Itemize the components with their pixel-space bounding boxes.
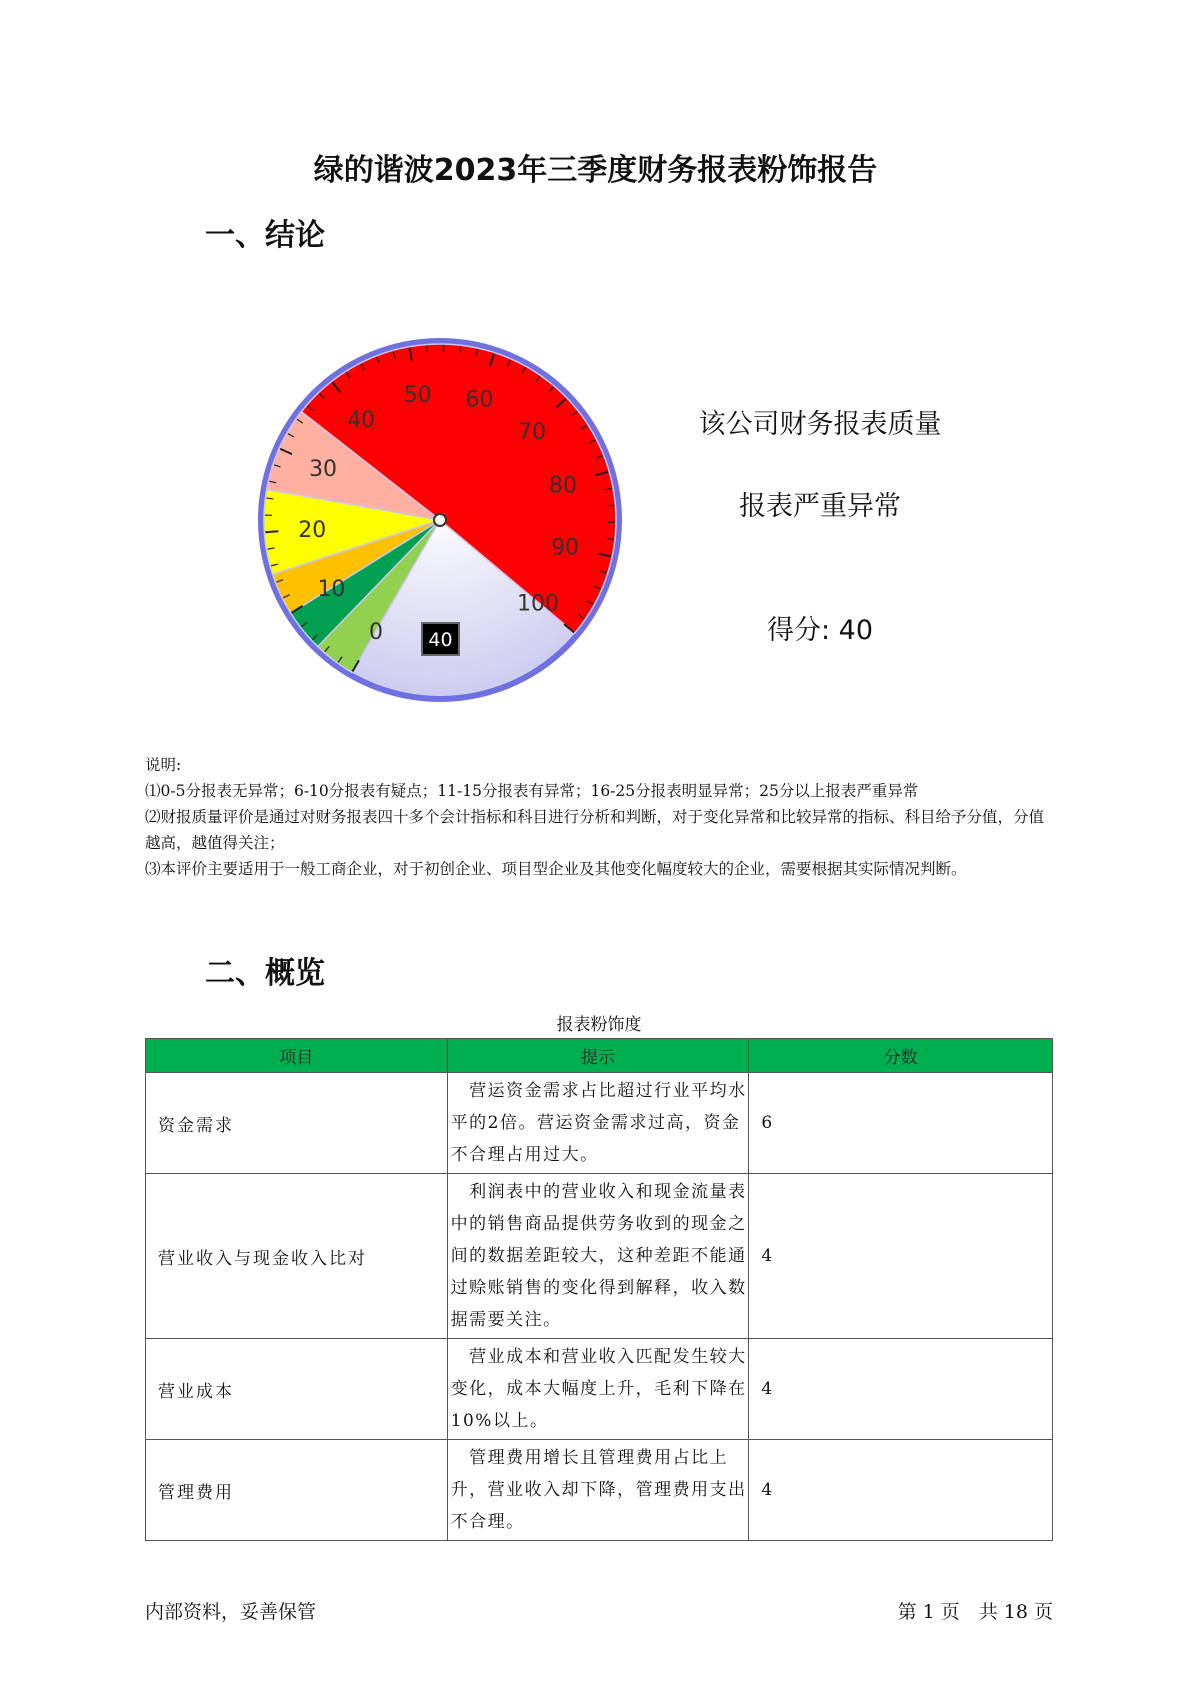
- row-hint: 管理费用增长且管理费用占比上升，营业收入却下降，管理费用支出不合理。: [447, 1440, 749, 1541]
- gauge-tick: [265, 531, 278, 532]
- gauge-tick-label: 90: [551, 535, 580, 561]
- note-1: ⑴0-5分报表无异常；6-10分报表有疑点；11-15分报表有异常；16-25分报表明显异常；25分以上报表严重异常: [145, 782, 919, 800]
- note-3: ⑶本评价主要适用于一般工商企业，对于初创企业、项目型企业及其他变化幅度较大的企业，需要根据其实际情况判断。: [145, 860, 967, 878]
- gauge-tick-label: 10: [317, 576, 346, 602]
- row-item: 营业收入与现金收入比对: [146, 1174, 448, 1339]
- quality-score: 得分: 40: [766, 615, 874, 646]
- table-header-row: [146, 1039, 1053, 1073]
- row-item: 管理费用: [146, 1440, 448, 1541]
- whitewash-table: [145, 1038, 1053, 1541]
- gauge-tick-label: 20: [298, 517, 327, 543]
- header-score: 分数: [749, 1039, 1053, 1073]
- gauge-tick-label: 100: [517, 591, 560, 617]
- gauge-tick-label: 60: [465, 387, 494, 413]
- table-row: [146, 1440, 1053, 1541]
- table-row: [146, 1073, 1053, 1174]
- gauge-tick-label: 50: [403, 382, 432, 408]
- row-hint: 营业成本和营业收入匹配发生较大变化，成本大幅度上升，毛利下降在10%以上。: [447, 1339, 749, 1440]
- gauge-hub: [434, 514, 446, 526]
- row-hint: 利润表中的营业收入和现金流量表中的销售商品提供劳务收到的现金之间的数据差距较大，这种差距不能通过赊账销售的变化得到解释，收入数据需要关注。: [447, 1174, 749, 1339]
- table-row: [146, 1339, 1053, 1440]
- row-score: 4: [749, 1174, 1053, 1339]
- row-score: 4: [749, 1339, 1053, 1440]
- gauge-tick-label: 40: [347, 408, 376, 434]
- gauge-tick-label: 70: [518, 420, 547, 446]
- header-item: 项目: [146, 1039, 448, 1073]
- section-heading-conclusion: 一、结论: [205, 218, 325, 253]
- report-title: 绿的谐波2023年三季度财务报表粉饰报告: [313, 153, 878, 188]
- row-score: 4: [749, 1440, 1053, 1541]
- row-score: 6: [749, 1073, 1053, 1174]
- gauge-value: 40: [428, 629, 453, 651]
- gauge-tick: [427, 346, 428, 353]
- gauge-tick: [460, 346, 461, 353]
- row-hint: 营运资金需求占比超过行业平均水平的2倍。营运资金需求过高，资金不合理占用过大。: [447, 1073, 749, 1174]
- footer-page-number: 第 1 页 共 18 页: [897, 1601, 1053, 1623]
- notes-block: [145, 752, 1055, 882]
- table-row: [146, 1174, 1053, 1339]
- row-item: 资金需求: [146, 1073, 448, 1174]
- row-item: 营业成本: [146, 1339, 448, 1440]
- section-heading-overview: 二、概览: [205, 956, 325, 991]
- gauge-tick: [607, 505, 614, 506]
- score-gauge: [255, 335, 625, 705]
- gauge-tick-label: 30: [309, 456, 338, 482]
- table-caption: 报表粉饰度: [556, 1015, 642, 1035]
- quality-label: 该公司财务报表质量: [698, 409, 942, 440]
- gauge-tick: [607, 539, 614, 540]
- gauge-tick-label: 80: [549, 473, 578, 499]
- gauge-tick-label: 0: [369, 619, 383, 645]
- quality-status: 报表严重异常: [739, 491, 901, 522]
- header-hint: 提示: [447, 1039, 749, 1073]
- footer-confidential: 内部资料，妥善保管: [145, 1601, 317, 1623]
- notes-title: 说明:: [145, 756, 182, 774]
- note-2: ⑵财报质量评价是通过对财务报表四十多个会计指标和科目进行分析和判断，对于变化异常和比较异常的指标、科目给予分值，分值越高，越值得关注；: [145, 808, 1045, 852]
